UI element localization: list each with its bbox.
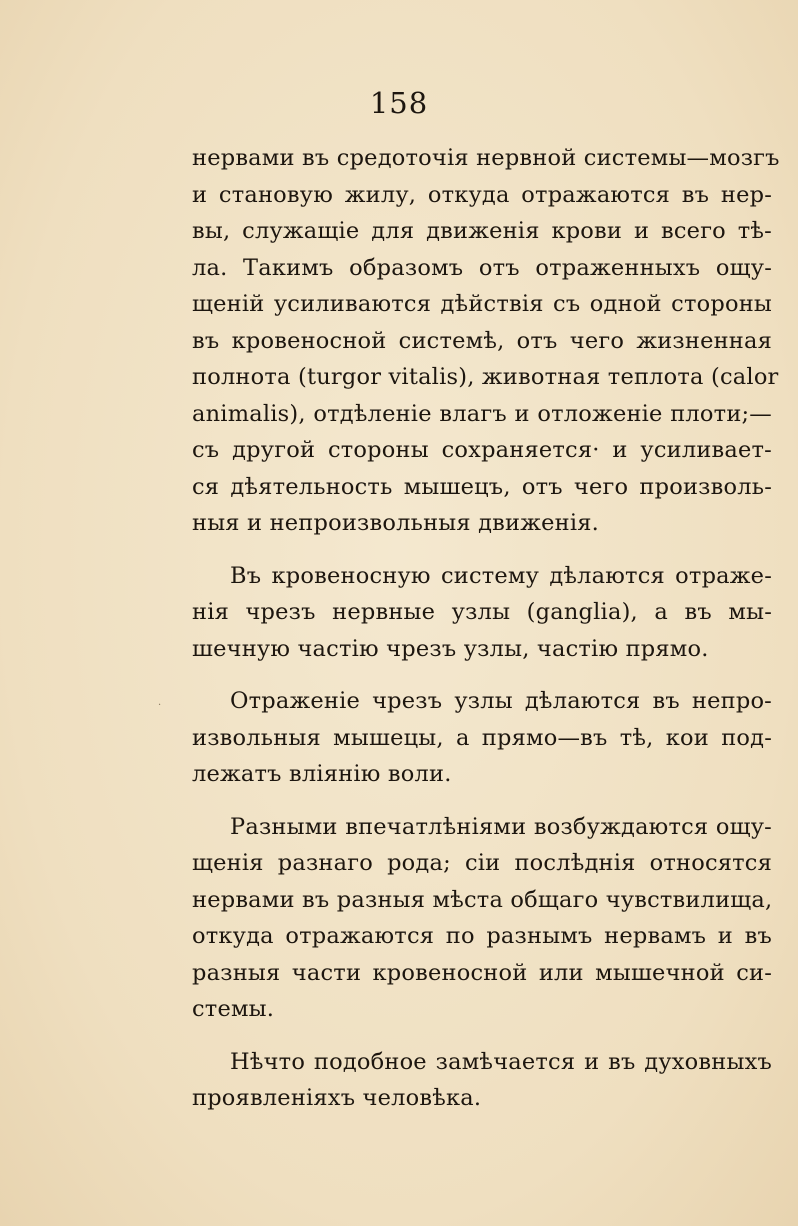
text-line: полнота (turgor vitalis), животная теплота (calor <box>192 364 779 390</box>
text-line: нервами въ разныя мѣста общаго чувствилища, <box>192 886 773 913</box>
text-line: щеній усиливаются дѣйствія съ одной стороны <box>192 291 772 317</box>
text-line: нія чрезъ нервные узлы (ganglia), а въ мы- <box>192 599 772 625</box>
margin-dot: · <box>158 700 162 711</box>
text-line: вы, служащіе для движенія крови и всего тѣ- <box>192 218 772 244</box>
text-line: Отраженіе чрезъ узлы дѣлаются въ непро- <box>230 688 772 714</box>
paragraph-5 <box>192 1044 772 1117</box>
paragraph-2 <box>192 558 772 668</box>
text-line: съ другой стороны сохраняется· и усиливает- <box>192 437 772 463</box>
text-line: извольныя мышецы, а прямо—въ тѣ, кои под- <box>192 724 772 751</box>
text-line: ся дѣятельность мышецъ, отъ чего произволь- <box>192 473 772 500</box>
text-line: шечную частію чрезъ узлы, частію прямо. <box>192 635 709 662</box>
text-line: стемы. <box>192 996 275 1022</box>
body-text <box>192 140 780 1117</box>
text-line: Нѣчто подобное замѣчается и въ духовныхъ <box>230 1048 772 1075</box>
text-line: Разными впечатлѣніями возбуждаются ощу- <box>230 813 772 840</box>
text-line: и становую жилу, откуда отражаются въ нер- <box>192 181 772 208</box>
paragraph-4 <box>192 809 772 1028</box>
text-line: откуда отражаются по разнымъ нервамъ и въ <box>192 923 772 949</box>
text-line: щенія разнаго рода; сіи послѣднія относятся <box>192 850 772 876</box>
text-line: ныя и непроизвольныя движенія. <box>192 510 600 536</box>
text-line: нервами въ средоточія нервной системы—мозгъ <box>192 145 780 171</box>
text-line: проявленіяхъ человѣка. <box>192 1085 482 1111</box>
text-line: Въ кровеносную систему дѣлаются отраже- <box>230 562 772 589</box>
paragraph-3 <box>192 683 772 793</box>
text-line: ла. Такимъ образомъ отъ отраженныхъ ощу- <box>192 254 772 281</box>
text-line: animalis), отдѣленіе влагъ и отложеніе плоти;— <box>192 400 772 427</box>
text-line: лежатъ вліянію воли. <box>192 761 452 787</box>
text-line: въ кровеносной системѣ, отъ чего жизненная <box>192 327 772 354</box>
text-line: разныя части кровеносной или мышечной си- <box>192 959 772 986</box>
page-number: 158 <box>369 86 429 120</box>
paragraph-1 <box>192 140 780 542</box>
